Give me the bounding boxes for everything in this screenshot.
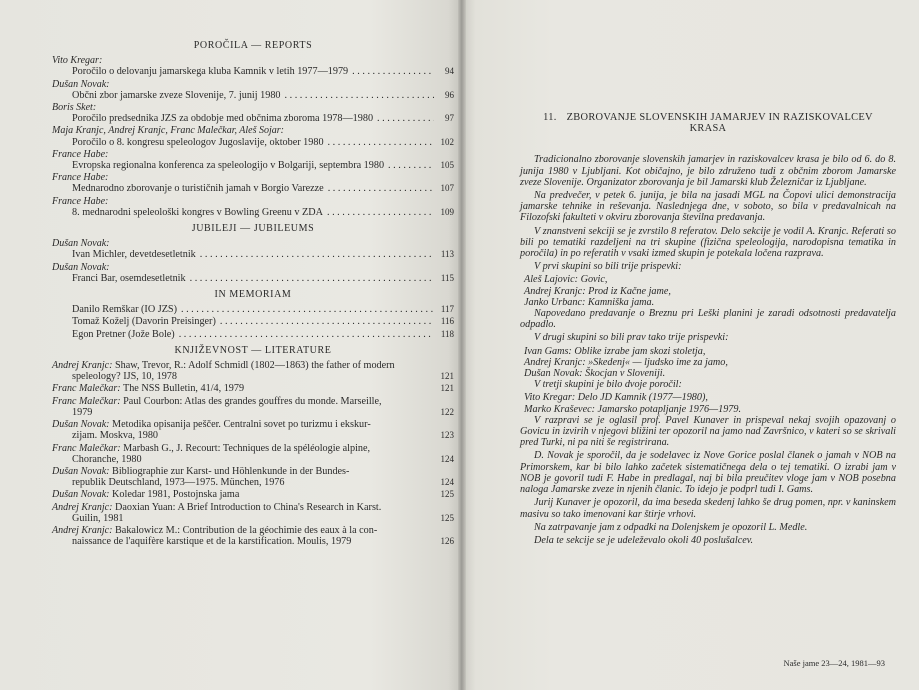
memoriam-heading: IN MEMORIAM bbox=[214, 289, 292, 301]
entry-title: Evropska regionalna konferenca za speleologijo v Bolgariji, septembra 1980 . . . bbox=[52, 160, 434, 171]
entry-author: France Habe: bbox=[52, 148, 109, 160]
toc-entry bbox=[52, 238, 454, 260]
entry-page: 126 bbox=[440, 536, 454, 547]
toc-entry bbox=[52, 304, 454, 315]
literature-heading: KNJIŽEVNOST — LITERATURE bbox=[174, 344, 332, 356]
entry-page: 118 bbox=[440, 328, 454, 339]
entry-page: 109 bbox=[440, 206, 454, 217]
entry-title: Franci Bar, osemdesetletnik . . . bbox=[52, 273, 434, 284]
entry-page: 107 bbox=[440, 183, 454, 194]
paragraph: Na zatrpavanje jam z odpadki na Dolenjskem je opozoril L. Medle. bbox=[534, 521, 808, 533]
entry-title: Ivan Michler, devetdesetletnik . . . bbox=[52, 249, 434, 260]
entry-author: Franc Malečkar: bbox=[52, 383, 121, 395]
literature-entry bbox=[52, 419, 454, 441]
entry-title: Danilo Remškar (IO JZS) . . . bbox=[52, 304, 434, 315]
literature-entry bbox=[52, 525, 454, 547]
contribution-line: Andrej Kranjc: Prod iz Kačne jame, bbox=[524, 285, 671, 297]
entry-title-cont: republik Deutschland, 1973—1975. München, 1976 bbox=[72, 477, 285, 489]
reports-heading: POROČILA — REPORTS bbox=[193, 40, 313, 51]
entry-page: 113 bbox=[440, 249, 454, 260]
entry-page: 94 bbox=[445, 66, 454, 77]
entry-author: Dušan Novak: bbox=[52, 465, 110, 477]
entry-page: 115 bbox=[440, 272, 454, 283]
entry-author: Andrej Kranjc: bbox=[52, 524, 113, 536]
entry-page: 96 bbox=[445, 89, 454, 100]
entry-page: 123 bbox=[440, 430, 454, 441]
toc-entry bbox=[52, 316, 454, 327]
contribution-line: Dušan Novak: Škocjan v Sloveniji. bbox=[524, 368, 666, 380]
toc-entry bbox=[52, 79, 454, 101]
entry-page: 125 bbox=[440, 512, 454, 523]
toc-entry bbox=[52, 262, 454, 284]
entry-title-cont: speleology? IJS, 10, 1978 bbox=[72, 371, 177, 383]
literature-entry bbox=[52, 396, 454, 418]
literature-entry bbox=[52, 360, 454, 382]
entry-author: Dušan Novak: bbox=[52, 78, 110, 90]
entry-author: Andrej Kranjc: bbox=[52, 501, 113, 513]
entry-page: 97 bbox=[445, 113, 454, 124]
entry-author: France Habe: bbox=[52, 172, 109, 184]
literature-entry bbox=[52, 383, 454, 394]
entry-title: Marbash G., J. Recourt: Techniques de la spéléologie alpine, bbox=[123, 442, 371, 454]
entry-title: Občni zbor jamarske zveze Slovenije, 7. junij 1980 . . . bbox=[52, 90, 434, 101]
entry-title: Poročilo o 8. kongresu speleologov Jugoslavije, oktober 1980 . . . bbox=[52, 137, 434, 148]
entry-author: Dušan Novak: bbox=[52, 261, 110, 273]
entry-title-cont: Guilin, 1981 bbox=[72, 512, 124, 524]
entry-page: 105 bbox=[440, 160, 454, 171]
entry-title-cont: Choranche, 1980 bbox=[72, 453, 142, 465]
paragraph: Napovedano predavanje o Breznu pri Leški planini je zaradi odsotnosti predavatelja odpadlo. bbox=[520, 308, 896, 331]
entry-title-cont: naissance de l'aquifère karstique et de la karstification. Moulis, 1979 bbox=[72, 536, 352, 548]
entry-author: Dušan Novak: bbox=[52, 238, 110, 250]
toc-entry bbox=[52, 172, 454, 194]
contribution-line: Vito Kregar: Delo JD Kamnik (1977—1980), bbox=[524, 392, 708, 404]
toc-entry bbox=[52, 196, 454, 218]
entry-author: Andrej Kranjc: bbox=[52, 360, 113, 372]
entry-title: Poročilo o delovanju jamarskega kluba Kamnik v letih 1977—1979 . . . bbox=[52, 66, 434, 77]
entry-page: 117 bbox=[440, 304, 454, 315]
entry-title: Koledar 1981, Postojnska jama bbox=[112, 489, 240, 501]
literature-entry bbox=[52, 489, 454, 500]
entry-title: Egon Pretner (Jože Bole) . . . bbox=[52, 329, 434, 340]
toc-entry bbox=[52, 149, 454, 171]
article-title-line2: KRASA bbox=[689, 123, 727, 135]
entry-title: Mednarodno zborovanje o turističnih jamah v Borgio Varezze . . . bbox=[52, 183, 434, 194]
toc-entry bbox=[52, 55, 454, 77]
entry-page: 116 bbox=[440, 316, 454, 327]
toc-entry bbox=[52, 102, 454, 124]
entry-title: Poročilo predsednika JZS za obdobje med občnima zboroma 1978—1980 . . . bbox=[52, 113, 434, 124]
entry-title: 8. mednarodni speleološki kongres v Bowling Greenu v ZDA . . . bbox=[52, 207, 434, 218]
paragraph: Na predvečer, v petek 6. junija, je bila na jasadi MGL na Čopovi ulici demonstracija jamarske tehnike in reševanja. Naslednjega dne, v soboto, so bila v predavalnicah na Filozofski fakulteti v okviru zborovanja številna predavanja. bbox=[520, 190, 896, 224]
entry-title-cont: 1979 bbox=[72, 406, 93, 418]
entry-title-cont: zijam. Moskva, 1980 bbox=[72, 430, 159, 442]
jubilees-heading: JUBILEJI — JUBILEUMS bbox=[191, 223, 315, 235]
entry-page: 122 bbox=[440, 406, 454, 417]
literature-entry bbox=[52, 466, 454, 488]
entry-author: Franc Malečkar: bbox=[52, 442, 121, 454]
entry-title: Shaw, Trevor, R.: Adolf Schmidl (1802—1863) the father of modern bbox=[115, 360, 395, 372]
paragraph: Dela te sekcije se je udeleževalo okoli 40 poslušalcev. bbox=[534, 534, 754, 546]
literature-entry bbox=[52, 443, 454, 465]
contribution-line: Marko Kraševec: Jamarsko potapljanje 1976—1979. bbox=[524, 403, 742, 415]
paragraph: V tretji skupini je bilo dvoje poročil: bbox=[534, 379, 682, 391]
table-of-contents bbox=[52, 40, 454, 548]
article-number: 11. bbox=[543, 112, 557, 123]
entry-title: Tomaž Koželj (Davorin Preisinger) . . . bbox=[52, 316, 434, 327]
entry-author: France Habe: bbox=[52, 195, 109, 207]
toc-entry bbox=[52, 125, 454, 147]
entry-page: 124 bbox=[440, 453, 454, 464]
entry-title: Bakalowicz M.: Contribution de la géochimie des eaux à la con- bbox=[115, 524, 378, 536]
right-page bbox=[462, 0, 919, 690]
article bbox=[520, 112, 896, 548]
page-footer: Naše jame 23—24, 1981—93 bbox=[783, 658, 885, 668]
paragraph: V razpravi se je oglasil prof. Pavel Kunaver in prispeval nekaj svojih opazovanj o Govicu in izvirih v njegovi bližini ter opozoril na jamo nad Završnico, v kateri so se skrivali pred Turki, ni pa niti še registrirana. bbox=[520, 414, 896, 449]
paragraph: D. Novak je sporočil, da je sodelavec iz Nove Gorice poslal članek o jamah v NOB na Primorskem, kar bi bilo lahko začetek sistematičnega dela o tej tematiki. O izrabi jam v NOB je govoril tudi F. Habe in predlagal, naj bi bila preučitev vloge jam v NOB posebna naloga Jamarske zveze in njenih članic. To idejo je podprl tudi I. Gams. bbox=[520, 450, 896, 496]
entry-page: 125 bbox=[440, 489, 454, 500]
entry-page: 102 bbox=[440, 136, 454, 147]
entry-author: Maja Kranjc, Andrej Kranjc, Franc Malečkar, Aleš Sojar: bbox=[52, 125, 285, 137]
entry-author: Vito Kregar: bbox=[52, 55, 103, 67]
article-title-line1: ZBOROVANJE SLOVENSKIH JAMARJEV IN RAZISKOVALCEV bbox=[566, 112, 873, 123]
reports-list bbox=[52, 55, 454, 218]
entry-author: Dušan Novak: bbox=[52, 489, 110, 501]
memoriam-list bbox=[52, 304, 454, 340]
article-title bbox=[520, 112, 896, 134]
entry-page: 124 bbox=[440, 477, 454, 488]
literature-entry bbox=[52, 502, 454, 524]
paragraph: V prvi skupini so bili trije prispevki: bbox=[534, 261, 682, 273]
entry-title: Daoxian Yuan: A Brief Introduction to China's Research in Karst. bbox=[115, 501, 382, 513]
paragraph: Tradicionalno zborovanje slovenskih jamarjev in raziskovalcev krasa je bilo od 6. do 8. junija 1980 v Ljubljani. Kot običajno, je bilo združeno tudi z občnim zborom Jamarske zveze Slovenije. Organizator zborovanja je bil Jamarski klub Železničar iz Ljubljane. bbox=[520, 154, 896, 188]
entry-author: Dušan Novak: bbox=[52, 419, 110, 431]
jubilees-list bbox=[52, 238, 454, 284]
contribution-line: Janko Urbanc: Kamniška jama. bbox=[524, 296, 655, 308]
entry-page: 121 bbox=[440, 371, 454, 382]
entry-author: Boris Sket: bbox=[52, 102, 97, 114]
entry-title: Metodika opisanija peščer. Centralni sovet po turizmu i ekskur- bbox=[112, 419, 371, 431]
entry-title: Paul Courbon: Atlas des grandes gouffres du monde. Marseille, bbox=[123, 395, 382, 407]
contribution-line: Ivan Gams: Oblike izrabe jam skozi stoletja, bbox=[524, 345, 706, 357]
entry-title: The NSS Bulletin, 41/4, 1979 bbox=[122, 383, 245, 395]
book-gutter bbox=[458, 0, 466, 690]
paragraph: V znanstveni sekciji se je zvrstilo 8 referatov. Delo sekcije je vodil A. Kranjc. Referati so bili po tematiki razdeljeni na tri skupine (fizična speleologija, narodopisna tematika in poročila) in po referatih v vsaki izmed skupin je potekala ločena razprava. bbox=[520, 225, 896, 260]
literature-list bbox=[52, 360, 454, 547]
entry-page: 121 bbox=[440, 383, 454, 394]
contribution-line: Aleš Lajovic: Govic, bbox=[524, 274, 608, 286]
paragraph: V drugi skupini so bili prav tako trije prispevki: bbox=[534, 332, 729, 344]
paragraph: Jurij Kunaver je opozoril, da ima beseda skedenj lahko še drug pomen, npr. v kaninskem masivu so tako imenovani kar štirje vrhovi. bbox=[520, 497, 896, 520]
entry-author: Franc Malečkar: bbox=[52, 395, 121, 407]
contribution-line: Andrej Kranjc: »Skedenj« — ljudsko ime za jamo, bbox=[524, 356, 728, 368]
entry-title: Bibliographie zur Karst- und Höhlenkunde in der Bundes- bbox=[112, 465, 350, 477]
toc-entry bbox=[52, 329, 454, 340]
